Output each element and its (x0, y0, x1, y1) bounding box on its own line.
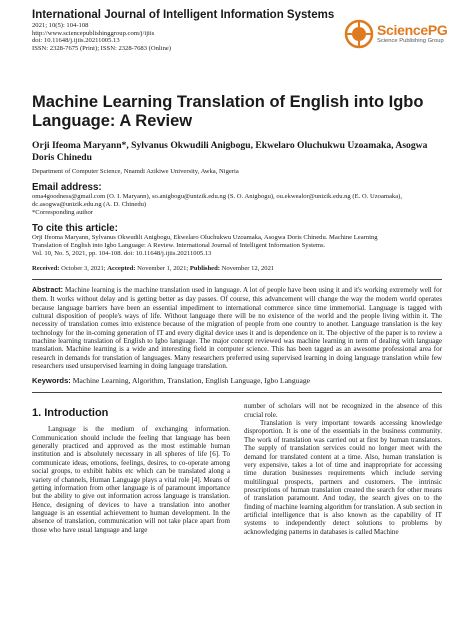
publication-dates (32, 265, 442, 273)
email-line[interactable]: oma4goodness@gmail.com (O. I. Maryann), so.anigbogu@unizik.edu.ng (S. O. Anigbogu), ou.ekwealor@unizik.edu.ng (E. O. Uzoamaka), (32, 193, 402, 200)
body-paragraph-continuation: number of scholars will not be recognized in the absence of this crucial role. (244, 402, 442, 419)
article-title: Machine Learning Translation of English into Igbo Language: A Review (32, 93, 424, 130)
publisher-logo[interactable] (344, 15, 448, 53)
issn-line: ISSN: 2328-7675 (Print); ISSN: 2328-7683 (Online) (32, 44, 172, 52)
cite-heading: To cite this article: (32, 223, 118, 234)
abstract (32, 286, 442, 370)
sciencepg-logo-icon (344, 19, 374, 49)
logo-name: SciencePG (377, 22, 448, 38)
email-block (32, 193, 442, 217)
doi-line[interactable]: doi: 10.11648/j.ijiis.20211005.13 (32, 37, 120, 45)
email-line[interactable]: dc.asogwa@unizik.edu.ng (A. D. Chinedu) (32, 201, 147, 208)
logo-subtitle: Science Publishing Group (377, 38, 444, 44)
body-paragraph: Translation is very important towards accessing knowledge disproportion. It is one of the essentials in the business community. The work of translation was carried out at first by human translators. The supply of translation services could no longer meet with the demand for translated content at a time. Also, human translation is very expensive, takes a lot of time and inappropriate for accessing time duration businesses requirements which include serving multilingual prospects, partners and customers. The intrinsic prescriptions of human translation created the search for other means of translation paramount. And today, the search gives on to the finding of machine learning algorithm for translation. A sub section in artificial intelligence that is also known as the capability of IT systems to independently detect solutions to problems by acknowledging patterns in databases is called Machine (244, 419, 442, 536)
journal-name: International Journal of Intelligent Information Systems (32, 9, 335, 21)
accepted-date: November 1, 2021; (137, 265, 189, 272)
abstract-label: Abstract: (32, 287, 63, 294)
body-columns (32, 402, 442, 536)
received-date: October 3, 2021; (61, 265, 106, 272)
received-label: Received: (32, 265, 60, 272)
citation-block (32, 234, 442, 258)
affiliation: Department of Computer Science, Nnamdi Azikiwe University, Awka, Nigeria (32, 168, 239, 175)
abstract-text: Machine learning is the machine translation used in language. A lot of people have been using it and it's working extremely well for them. It works without delay and is getting better as day passes. Of course, this advancement will change the way the modern world operates because language barriers have been an essential impediment to international commerce since time immemorial. Language is tagged with cultural disposition of people's ways of life. Without language there will be no existence of the world and the people living within it. The necessity of translation comes into existence because of the migration of people from one country to another. Language translation is the key technology for the in-coming generation of IT and every digital device uses it and is dependence on it. The objective of the paper is to review a machine learning translation of English to Igbo language. The major concept reviewed was machine learning in term of dealing with language translation. Machine learning is a wide and interesting field in computer science. This has been tagged as an awesome professional area for research in demands for translation of languages. Many researchers preferred using supervised learning in doing language translation while few researchers used unsupervised learning in doing language translation. (32, 286, 443, 371)
citation-line: Orji Ifeoma Maryann, Sylvanus Okwudili Anigbogu, Ekwelaro Oluchukwu Uzoamaka, Asogwa Doris Chinedu. Machine Learning (32, 234, 378, 241)
keywords (32, 376, 442, 393)
published-label: Published: (189, 265, 220, 272)
keywords-label: Keywords: (32, 376, 71, 386)
author-list: Orji Ifeoma Maryann*, Sylvanus Okwudili Anigbogu, Ekwelaro Oluchukwu Uzoamaka, Asogwa Doris Chinedu (32, 140, 428, 163)
keywords-text: Machine Learning, Algorithm, Translation, English Language, Igbo Language (72, 376, 310, 386)
right-column (244, 402, 442, 536)
body-paragraph: Language is the medium of exchanging information. Communication should include the feeling that language has been generally practiced and approved as the most estimable human institution and is absolutely necessary in all spheres of life [6]. To communicate ideas, emotions, feelings, desires, to co-operate among social groups, to exhibit habits etc which can be translated along a variety of channels, Human Language plays a vital role [4]. Means of getting information from other language is of paramount importance but the ability to give out information across language is translation. Hence, designing of devices to have a translation into another language is an essential achievement to human development. In the absence of translation, communication will not take place apart from those who have usual language and large (32, 425, 230, 534)
journal-header (32, 9, 448, 93)
published-date: November 12, 2021 (221, 265, 275, 272)
divider (32, 279, 442, 280)
accepted-label: Accepted: (107, 265, 136, 272)
email-heading: Email address: (32, 182, 102, 193)
citation-line: Translation of English into Igbo Language: A Review. International Journal of Intelligent Information Systems. (32, 242, 326, 249)
issue-line: 2021; 10(5): 104-108 (32, 22, 89, 29)
corresponding-note: *Corresponding author (32, 209, 93, 216)
citation-line: Vol. 10, No. 5, 2021, pp. 104-108. doi: 10.11648/j.ijiis.20211005.13 (32, 250, 212, 257)
journal-url[interactable]: http://www.sciencepublishinggroup.com/j/ijiis (32, 29, 155, 37)
section-heading-introduction: 1. Introduction (32, 407, 109, 420)
left-column (32, 402, 230, 536)
